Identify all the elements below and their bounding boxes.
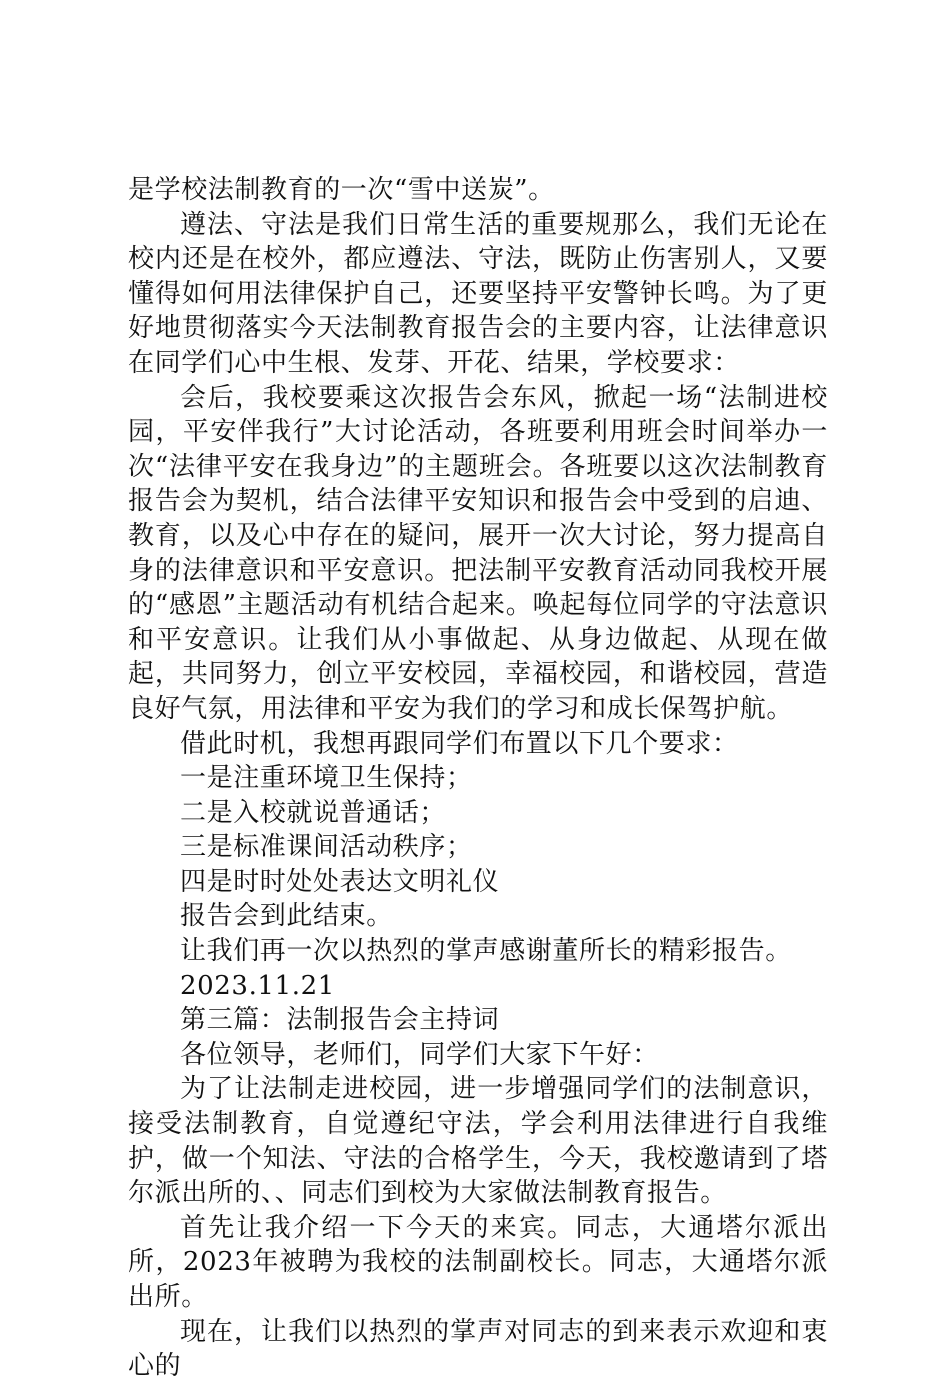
list-item-hygiene: 一是注重环境卫生保持； (180, 763, 473, 794)
list-item-break-order: 三是标准课间活动秩序； (180, 832, 473, 863)
paragraph-thanks: 让我们再一次以热烈的掌声感谢董所长的精彩报告。 (180, 936, 792, 967)
date-line: 2023.11.21 (180, 970, 335, 1001)
document-body (128, 173, 828, 1384)
paragraph-after-meeting: 会后，我校要乘这次报告会东风，掀起一场“法制进校园，平安伴我行”大讨论活动，各班要利用班会时间举办一次“法律平安在我身边”的主题班会。各班要以这次法制教育报告会为契机，结合法律平安知识和报告会中受到的启迪、教育，以及心中存在的疑问，展开一次大讨论，努力提高自身的法律意识和平安意识。把法制平安教育活动同我校开展的“感恩”主题活动有机结合起来。唤起每位同学的守法意识和平安意识。让我们从小事做起、从身边做起、从现在做起，共同努力，创立平安校园，幸福校园，和谐校园，营造良好气氛，用法律和平安为我们的学习和成长保驾护航。 (128, 382, 828, 724)
paragraph-requirements-intro: 借此时机，我想再跟同学们布置以下几个要求： (180, 728, 739, 759)
section-heading: 第三篇：法制报告会主持词 (180, 1005, 500, 1036)
paragraph-continuation: 是学校法制教育的一次“雪中送炭”。 (128, 175, 555, 205)
paragraph-closing: 报告会到此结束。 (180, 901, 393, 932)
greeting-line: 各位领导，老师们，同学们大家下午好： (180, 1039, 659, 1070)
paragraph-purpose: 为了让法制走进校园，进一步增强同学们的法制意识，接受法制教育，自觉遵纪守法，学会利用法律进行自我维护，做一个知法、守法的合格学生，今天，我校邀请到了塔尔派出所的、、同志们到校为大家做法制教育报告。 (128, 1074, 828, 1209)
paragraph-welcome: 现在，让我们以热烈的掌声对同志的到来表示欢迎和衷心的 (128, 1316, 828, 1382)
paragraph-law-abiding: 遵法、守法是我们日常生活的重要规那么，我们无论在校内还是在校外，都应遵法、守法，既防止伤害别人，又要懂得如何用法律保护自己，还要坚持平安警钟长鸣。为了更好地贯彻落实今天法制教育报告会的主要内容，让法律意识在同学们心中生根、发芽、开花、结果，学校要求： (128, 209, 828, 378)
list-item-mandarin: 二是入校就说普通话； (180, 797, 447, 828)
list-item-etiquette: 四是时时处处表达文明礼仪 (180, 866, 500, 897)
paragraph-guests: 首先让我介绍一下今天的来宾。同志，大通塔尔派出所，2023年被聘为我校的法制副校长。同志，大通塔尔派出所。 (128, 1212, 828, 1312)
